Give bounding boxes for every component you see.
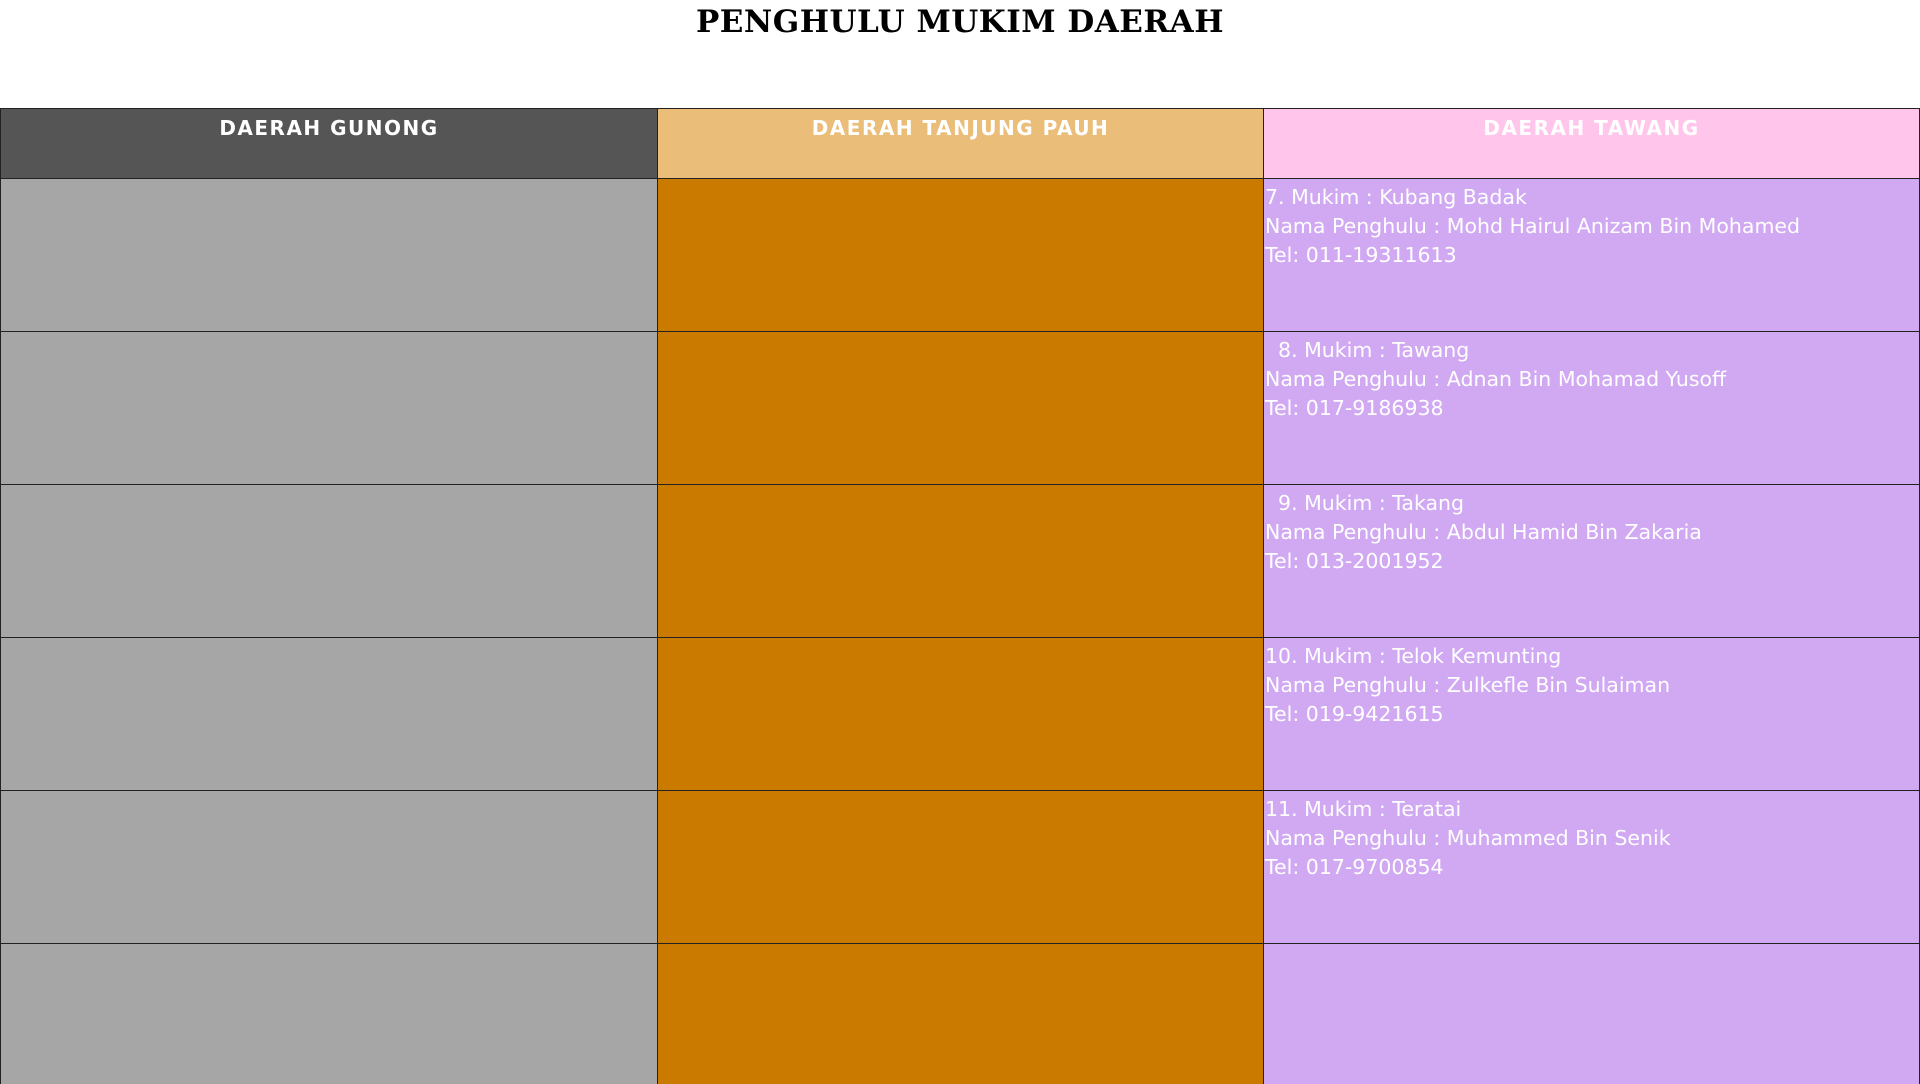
penghulu-tel: Tel: 017-9186938	[1265, 396, 1444, 420]
tanjung-pauh-cell	[657, 944, 1263, 1084]
tanjung-pauh-cell	[657, 332, 1263, 484]
penghulu-table	[0, 108, 1920, 1084]
mukim-name: 8. Mukim : Tawang	[1265, 338, 1470, 362]
tawang-cell	[1263, 179, 1920, 331]
mukim-name: 10. Mukim : Telok Kemunting	[1265, 644, 1562, 668]
penghulu-name: Nama Penghulu : Zulkefle Bin Sulaiman	[1265, 673, 1671, 697]
penghulu-tel: Tel: 019-9421615	[1265, 702, 1444, 726]
tawang-cell	[1263, 332, 1920, 484]
header-daerah-gunong: DAERAH GUNONG	[0, 109, 657, 178]
penghulu-name: Nama Penghulu : Muhammed Bin Senik	[1265, 826, 1671, 850]
mukim-entry	[1264, 179, 1919, 270]
page-title: PENGHULU MUKIM DAERAH	[695, 4, 1225, 40]
penghulu-tel: Tel: 017-9700854	[1265, 855, 1444, 879]
penghulu-name: Nama Penghulu : Abdul Hamid Bin Zakaria	[1265, 520, 1702, 544]
table-row	[0, 179, 1920, 332]
gunong-cell	[0, 332, 657, 484]
tanjung-pauh-cell	[657, 179, 1263, 331]
table-row	[0, 638, 1920, 791]
header-daerah-tawang: DAERAH TAWANG	[1263, 109, 1920, 178]
header-daerah-tanjung-pauh: DAERAH TANJUNG PAUH	[657, 109, 1263, 178]
gunong-cell	[0, 791, 657, 943]
tawang-cell	[1263, 944, 1920, 1084]
table-row	[0, 485, 1920, 638]
penghulu-tel: Tel: 011-19311613	[1265, 243, 1457, 267]
gunong-cell	[0, 944, 657, 1084]
tawang-cell	[1263, 791, 1920, 943]
mukim-entry	[1264, 638, 1919, 729]
tanjung-pauh-cell	[657, 638, 1263, 790]
mukim-name: 9. Mukim : Takang	[1265, 491, 1465, 515]
tanjung-pauh-cell	[657, 485, 1263, 637]
mukim-name: 7. Mukim : Kubang Badak	[1265, 185, 1527, 209]
table-header-row	[0, 109, 1920, 179]
tanjung-pauh-cell	[657, 791, 1263, 943]
table-row	[0, 944, 1920, 1084]
mukim-entry	[1264, 485, 1919, 576]
tawang-cell	[1263, 485, 1920, 637]
mukim-name: 11. Mukim : Teratai	[1265, 797, 1462, 821]
gunong-cell	[0, 179, 657, 331]
mukim-entry	[1264, 791, 1919, 882]
penghulu-name: Nama Penghulu : Adnan Bin Mohamad Yusoff	[1265, 367, 1727, 391]
table-row	[0, 791, 1920, 944]
penghulu-tel: Tel: 013-2001952	[1265, 549, 1444, 573]
tawang-cell	[1263, 638, 1920, 790]
gunong-cell	[0, 485, 657, 637]
gunong-cell	[0, 638, 657, 790]
penghulu-name: Nama Penghulu : Mohd Hairul Anizam Bin Mohamed	[1265, 214, 1801, 238]
mukim-entry	[1264, 332, 1919, 423]
table-row	[0, 332, 1920, 485]
